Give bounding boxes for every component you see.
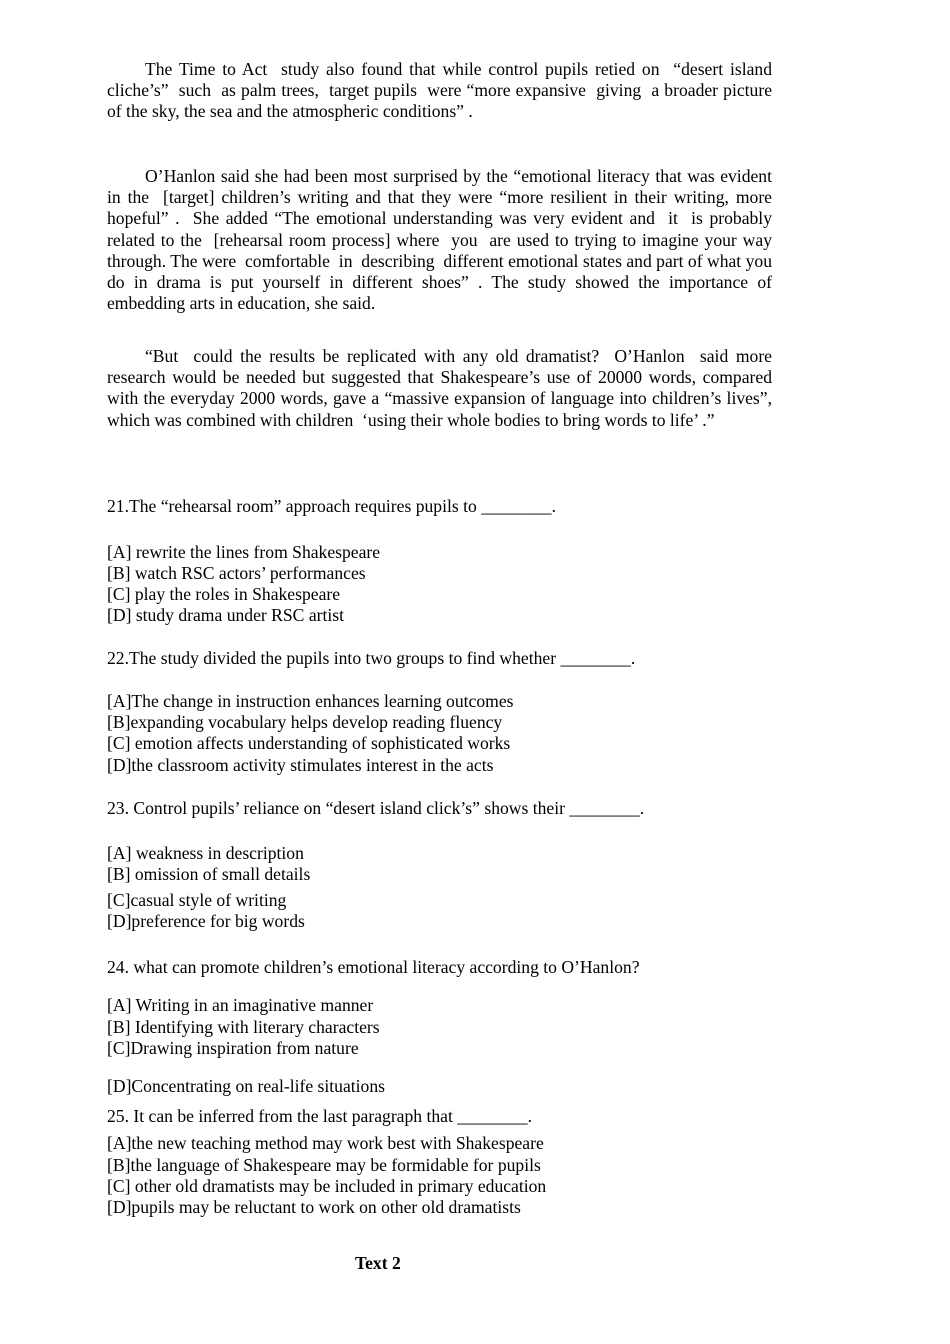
question-23-option-b: [B] omission of small details <box>107 864 311 884</box>
question-21-option-b: [B] watch RSC actors’ performances <box>107 563 366 583</box>
question-21-option-d: [D] study drama under RSC artist <box>107 605 344 625</box>
question-21-option-a: [A] rewrite the lines from Shakespeare <box>107 542 381 562</box>
question-23-stem: 23. Control pupils’ reliance on “desert island click’s” shows their ________. <box>107 798 645 818</box>
paragraph-2: O’Hanlon said she had been most surprised by the “emotional literacy that was evident in the [target] children’s writing and that they were “more resilient in their writing, more hopeful” . She added “The emotional understanding was very evident and it is probably related to the [rehearsal room process] where you are used to trying to imagine your way through. The were comfortable in describing different emotional states and part of what you do in drama is put yourself in different shoes” . The study showed the importance of embedding arts in education, she said. <box>107 166 777 314</box>
question-23-option-c: [C]casual style of writing <box>107 890 287 910</box>
question-25-stem: 25. It can be inferred from the last paragraph that ________. <box>107 1106 533 1126</box>
question-25-option-b: [B]the language of Shakespeare may be formidable for pupils <box>107 1155 541 1175</box>
paragraph-3: “But could the results be replicated with any old dramatist? O’Hanlon said more research would be needed but suggested that Shakespeare’s use of 20000 words, compared with the everyday 2000 words, gave a “massive expansion of language into children’s lives”, which was combined with children ‘using their whole bodies to bring words to life’ .” <box>107 346 777 430</box>
question-25-option-d: [D]pupils may be reluctant to work on other old dramatists <box>107 1197 521 1217</box>
question-25-option-a: [A]the new teaching method may work best with Shakespeare <box>107 1133 544 1153</box>
question-22-option-a: [A]The change in instruction enhances learning outcomes <box>107 691 514 711</box>
question-24-option-b: [B] Identifying with literary characters <box>107 1017 380 1037</box>
question-24-option-c: [C]Drawing inspiration from nature <box>107 1038 359 1058</box>
paragraph-1: The Time to Act study also found that while control pupils retied on “desert island cliche’s” such as palm trees, target pupils were “more expansive giving a broader picture of the sky, the sea and the atmospheric conditions” . <box>107 59 781 122</box>
question-24-stem: 24. what can promote children’s emotional literacy according to O’Hanlon? <box>107 957 640 977</box>
question-21-stem: 21.The “rehearsal room” approach requires pupils to ________. <box>107 496 556 516</box>
question-23-option-d: [D]preference for big words <box>107 911 305 931</box>
question-22-option-c: [C] emotion affects understanding of sophisticated works <box>107 733 511 753</box>
question-25-option-c: [C] other old dramatists may be included in primary education <box>107 1176 547 1196</box>
question-22-option-b: [B]expanding vocabulary helps develop reading fluency <box>107 712 503 732</box>
section-heading: Text 2 <box>355 1253 401 1273</box>
question-22-stem: 22.The study divided the pupils into two groups to find whether ________. <box>107 648 636 668</box>
question-21-option-c: [C] play the roles in Shakespeare <box>107 584 341 604</box>
question-24-option-d: [D]Concentrating on real-life situations <box>107 1076 385 1096</box>
question-24-option-a: [A] Writing in an imaginative manner <box>107 995 374 1015</box>
question-23-option-a: [A] weakness in description <box>107 843 304 863</box>
question-22-option-d: [D]the classroom activity stimulates interest in the acts <box>107 755 494 775</box>
